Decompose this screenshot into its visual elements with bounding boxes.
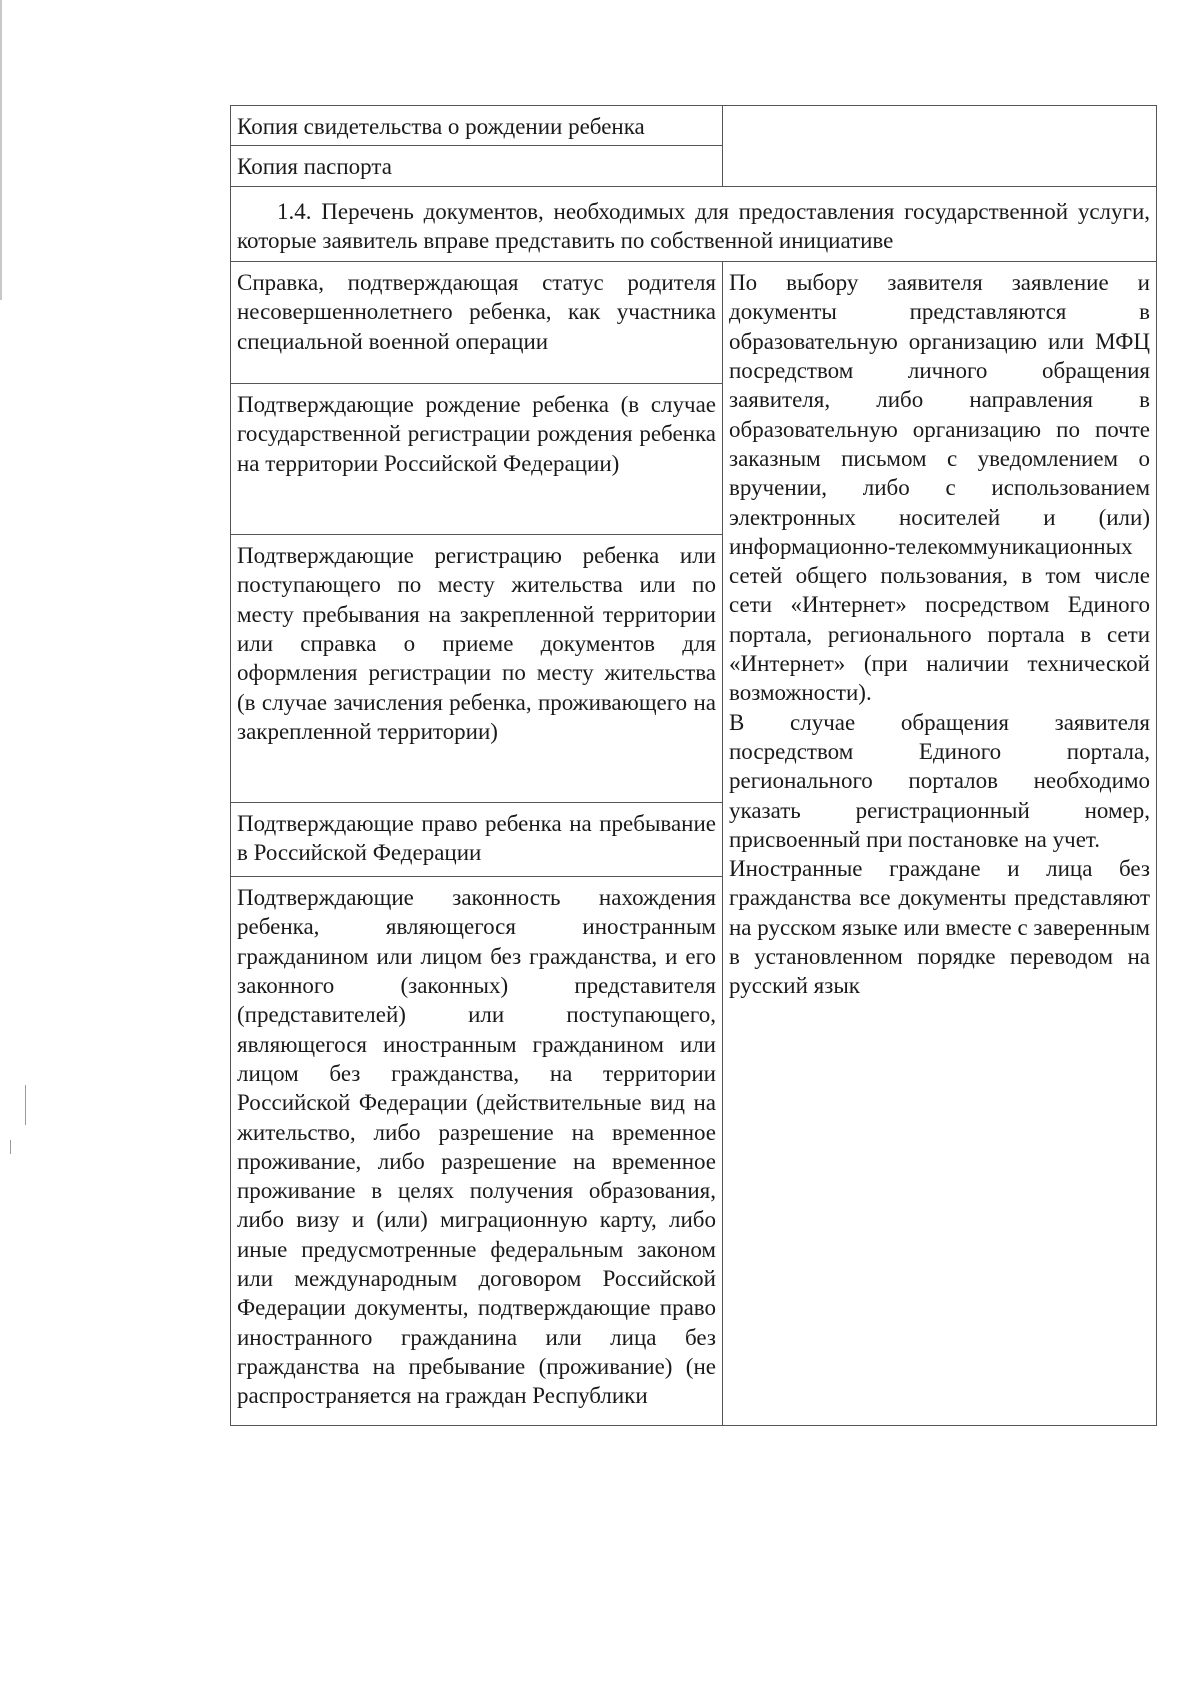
section-heading-1-4: 1.4. Перечень документов, необходимых для предоставления государственной услуги, которые заявитель вправе представить по собственной инициативе	[231, 186, 1157, 262]
documents-table	[230, 105, 1157, 1426]
birth-certificate-copy-cell: Копия свидетельства о рождении ребенка	[231, 106, 723, 146]
table-row	[231, 262, 1157, 384]
scan-mark	[25, 1085, 26, 1125]
residence-registration-cell: Подтверждающие регистрацию ребенка или поступающего по месту жительства или по месту пребывания на закрепленной территории или справка о приеме документов для оформления регистрации по месту жительства (в случае зачисления ребенка, проживающего на закрепленной территории)	[231, 535, 723, 803]
submission-method-paragraph: По выбору заявителя заявление и документы представляются в образовательную организацию или МФЦ посредством личного обращения заявителя, либо направления в образовательную организацию по почте заказным письмом с уведомлением о вручении, либо с использованием электронных носителей и (или) информационно-телекоммуникационных сетей общего пользования, в том числе сети «Интернет» посредством Единого портала, регионального портала в сети «Интернет» (при наличии технической возможности).	[729, 270, 1150, 706]
submission-method-cell	[723, 262, 1157, 1425]
table-row	[231, 106, 1157, 146]
scan-mark	[10, 1140, 11, 1154]
stay-right-cell: Подтверждающие право ребенка на пребывание в Российской Федерации	[231, 803, 723, 877]
scan-edge-line	[0, 0, 2, 300]
svo-status-certificate-cell: Справка, подтверждающая статус родителя несовершеннолетнего ребенка, как участника специальной военной операции	[231, 262, 723, 384]
legal-presence-cell: Подтверждающие законность нахождения ребенка, являющегося иностранным гражданином или лицом без гражданства, и его законного (законных) представителя (представителей) или поступающего, являющегося иностранным гражданином или лицом без гражданства, на территории Российской Федерации (действительные вид на жительство, либо разрешение на временное проживание, либо разрешение на временное проживание в целях получения образования, либо визу и (или) миграционную карту, либо иные предусмотренные федеральным законом или международным договором Российской Федерации документы, подтверждающие право иностранного гражданина или лица без гражданства на пребывание (проживание) (не распространяется на граждан Республики	[231, 877, 723, 1425]
empty-cell	[723, 106, 1157, 187]
birth-confirmation-cell: Подтверждающие рождение ребенка (в случае государственной регистрации рождения ребенка на территории Российской Федерации)	[231, 384, 723, 535]
foreign-citizens-paragraph: Иностранные граждане и лица без гражданства все документы представляют на русском языке или вместе с заверенным в установленном порядке переводом на русский язык	[729, 856, 1150, 999]
passport-copy-cell: Копия паспорта	[231, 146, 723, 186]
table-row	[231, 186, 1157, 262]
unified-portal-paragraph: В случае обращения заявителя посредством Единого портала, регионального порталов необходимо указать регистрационный номер, присвоенный при постановке на учет.	[729, 709, 1150, 852]
